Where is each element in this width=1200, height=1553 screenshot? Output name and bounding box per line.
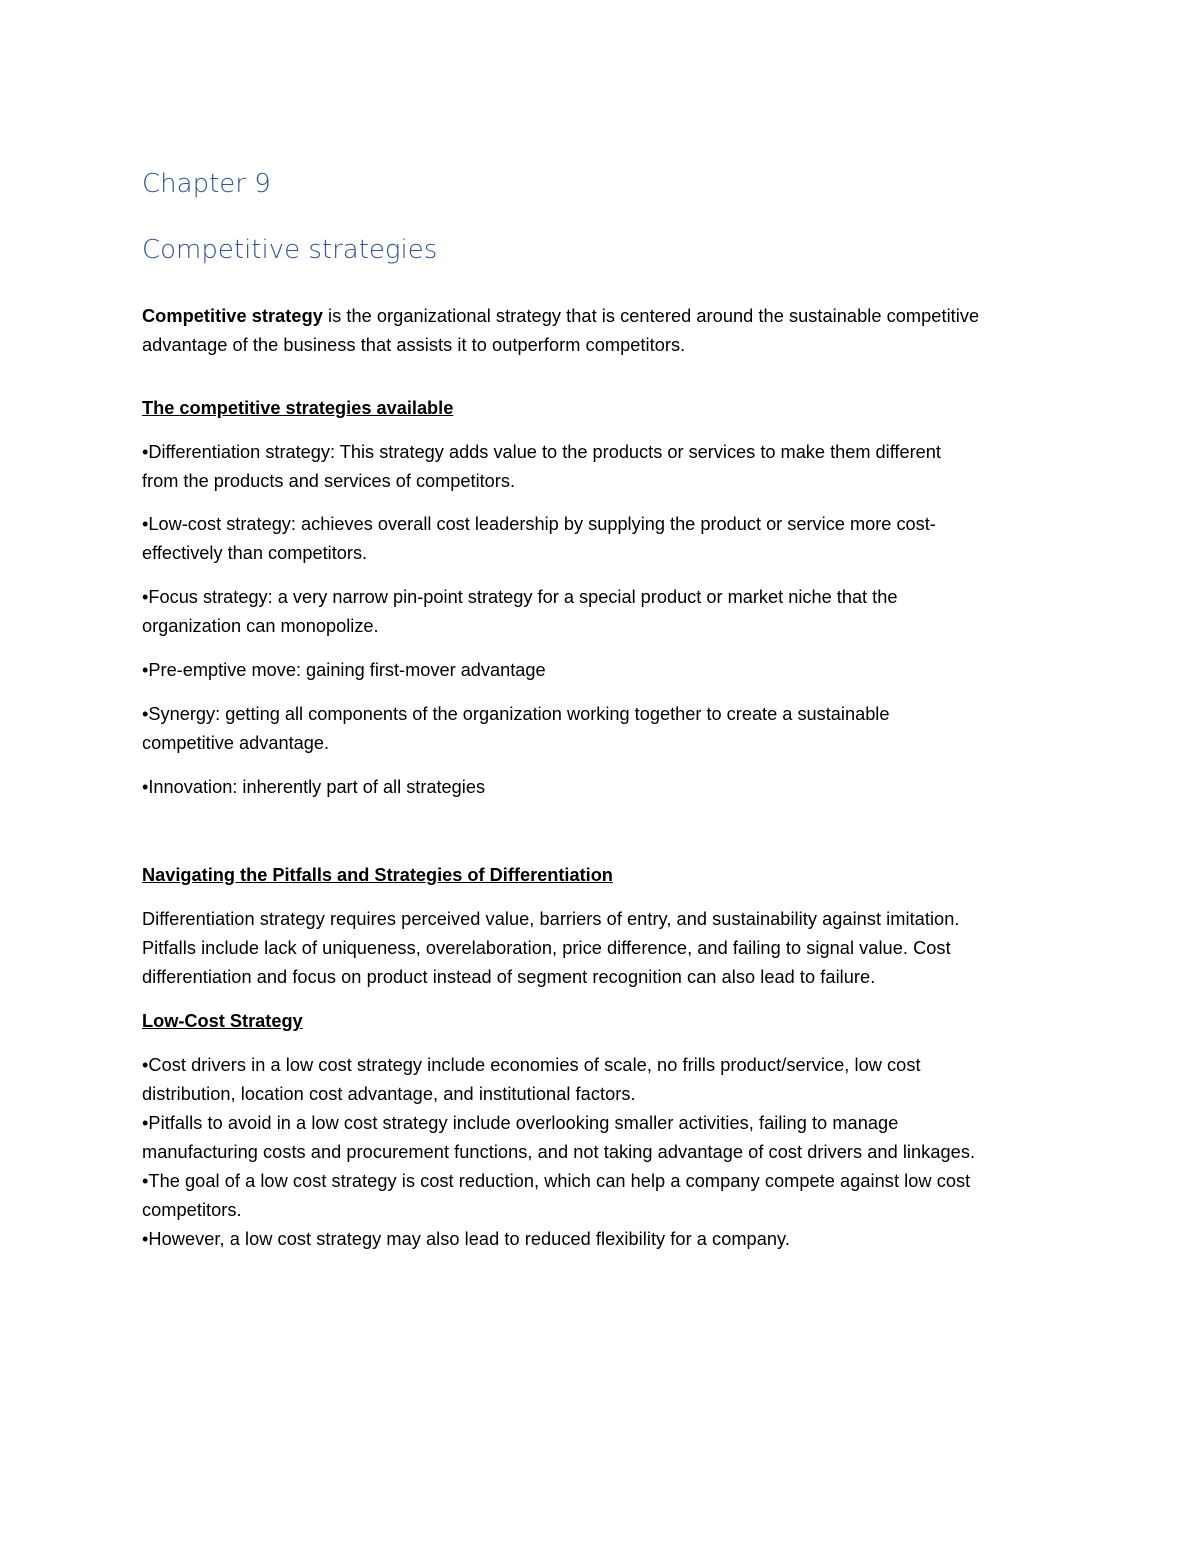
paragraph-line: differentiation and focus on product instead of segment recognition can also lead to failure. [142, 967, 876, 987]
list-item [142, 510, 1062, 568]
lowcost-heading: Low-Cost Strategy [142, 1011, 303, 1031]
available-heading: The competitive strategies available [142, 398, 454, 418]
list-item-line1: Low-cost strategy: achieves overall cost leadership by supplying the product or service more cost- [148, 514, 936, 534]
bullet-symbol: • [142, 777, 149, 797]
list-item-line: competitors. [142, 1200, 242, 1220]
paragraph-line: Differentiation strategy requires perceived value, barriers of entry, and sustainability against imitation. [142, 909, 960, 929]
differentiation-heading: Navigating the Pitfalls and Strategies of Differentiation [142, 865, 613, 885]
list-item-line2: organization can monopolize. [142, 616, 379, 636]
list-item-line: •Cost drivers in a low cost strategy include economies of scale, no frills product/service, low cost [142, 1055, 921, 1075]
definition-text-line2: advantage of the business that assists it to outperform competitors. [142, 335, 686, 355]
definition-term: Competitive strategy [142, 306, 323, 326]
list-item-line2: from the products and services of competitors. [142, 471, 516, 491]
list-item-line1: Differentiation strategy: This strategy adds value to the products or services to make them different [148, 442, 941, 462]
list-item [142, 583, 1062, 641]
definition-paragraph [142, 302, 1062, 360]
definition-text-line1: is the organizational strategy that is centered around the sustainable competitive [322, 306, 980, 326]
list-item-line1: Synergy: getting all components of the organization working together to create a sustainable [148, 704, 890, 724]
list-item-line: manufacturing costs and procurement functions, and not taking advantage of cost drivers and linkages. [142, 1142, 976, 1162]
lowcost-list [142, 1051, 1062, 1254]
available-list [142, 438, 1062, 802]
list-item-line: •However, a low cost strategy may also lead to reduced flexibility for a company. [142, 1229, 790, 1249]
list-item [142, 438, 1062, 496]
list-item [142, 656, 1062, 685]
list-item-line: •The goal of a low cost strategy is cost reduction, which can help a company compete against low cost [142, 1171, 971, 1191]
list-item [142, 700, 1062, 758]
section-title: Competitive strategies [142, 235, 438, 265]
list-item-line1: Pre-emptive move: gaining first-mover advantage [148, 660, 546, 680]
document-content [142, 162, 1062, 1254]
paragraph-line: Pitfalls include lack of uniqueness, overelaboration, price difference, and failing to signal value. Cost [142, 938, 951, 958]
bullet-symbol: • [142, 704, 149, 724]
list-item-line2: effectively than competitors. [142, 543, 368, 563]
list-item [142, 773, 1062, 802]
bullet-symbol: • [142, 660, 149, 680]
list-item-line2: competitive advantage. [142, 733, 330, 753]
differentiation-paragraph [142, 905, 1062, 992]
list-item-line: distribution, location cost advantage, and institutional factors. [142, 1084, 636, 1104]
list-item-line: •Pitfalls to avoid in a low cost strategy include overlooking smaller activities, failing to manage [142, 1113, 899, 1133]
bullet-symbol: • [142, 587, 149, 607]
list-item-line1: Focus strategy: a very narrow pin-point strategy for a special product or market niche that the [148, 587, 898, 607]
bullet-symbol: • [142, 442, 149, 462]
chapter-title: Chapter 9 [142, 169, 271, 199]
bullet-symbol: • [142, 514, 149, 534]
list-item-line1: Innovation: inherently part of all strategies [148, 777, 486, 797]
